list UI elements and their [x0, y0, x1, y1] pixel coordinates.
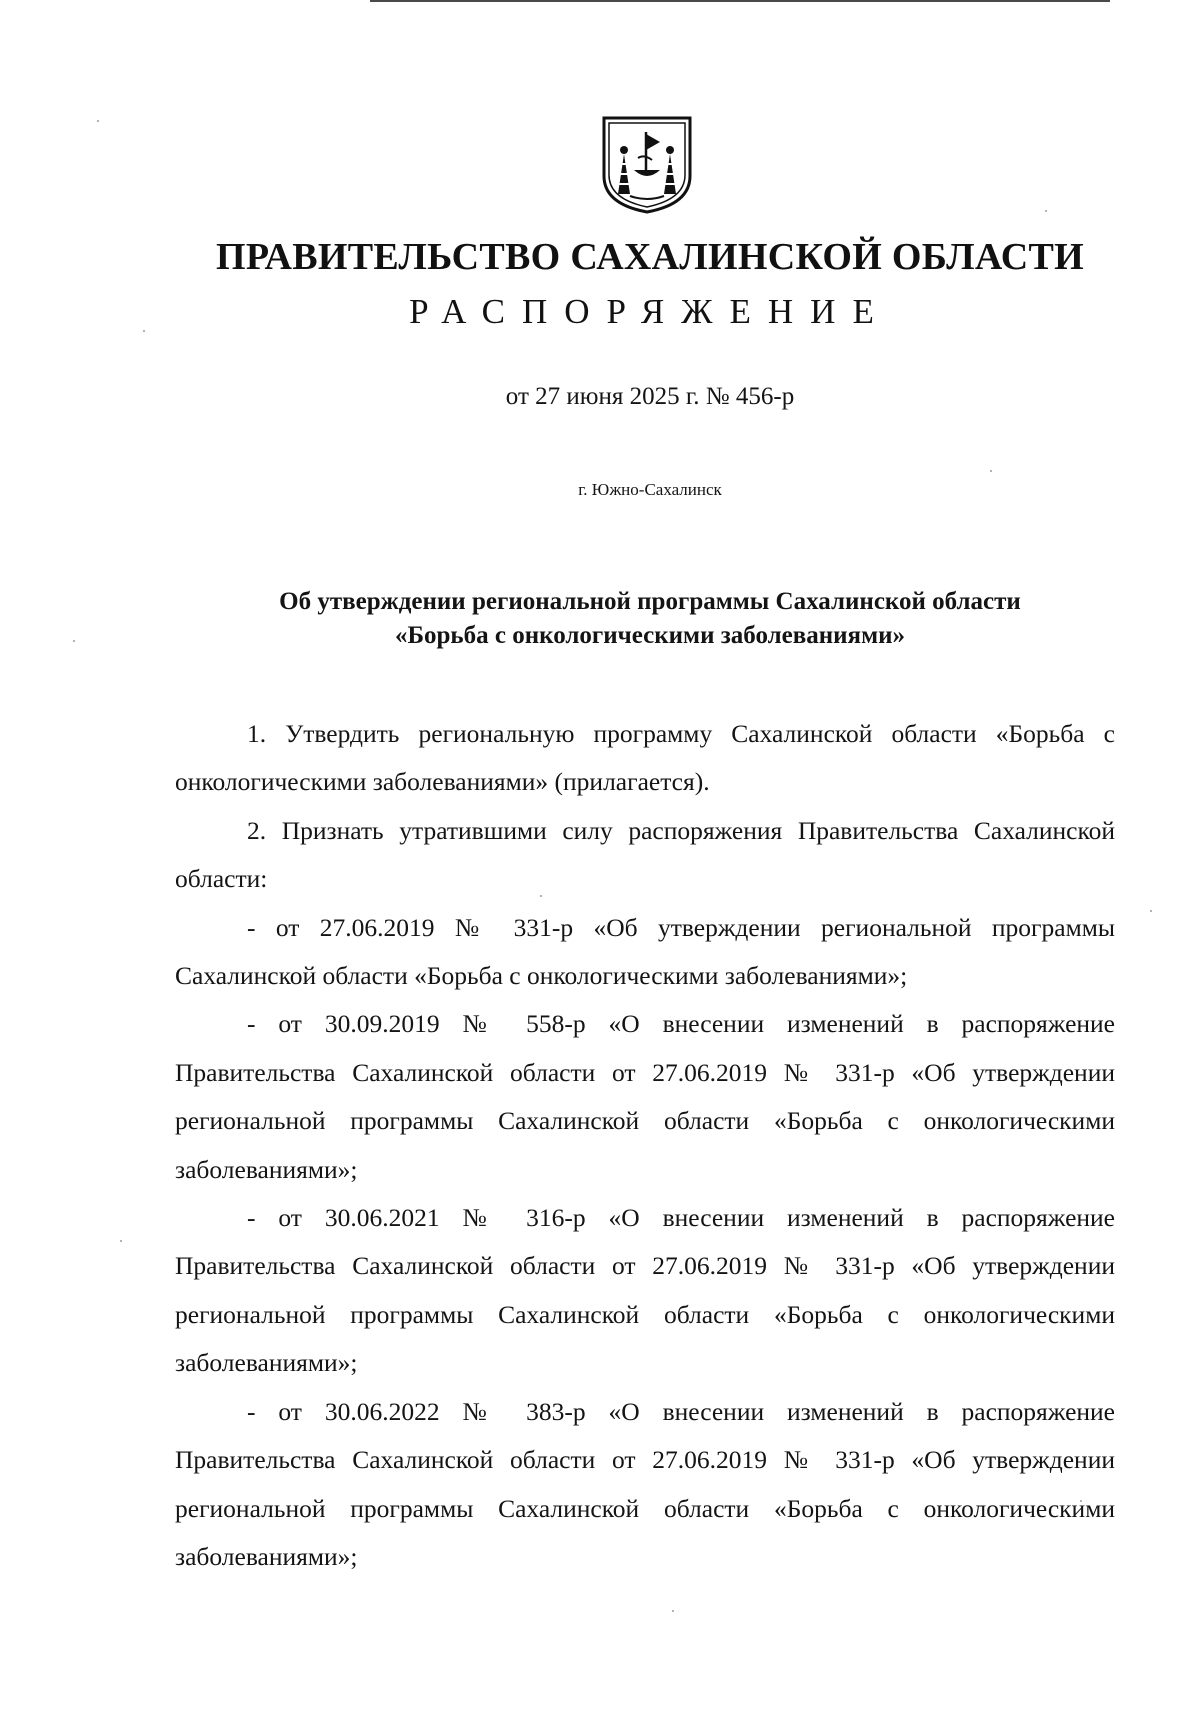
scan-speck: [120, 1240, 122, 1242]
document-date-number: от 27 июня 2025 г. № 456-р: [505, 383, 795, 410]
government-title: ПРАВИТЕЛЬСТВО САХАЛИНСКОЙ ОБЛАСТИ: [216, 236, 1084, 278]
scan-speck: [672, 1610, 674, 1612]
list-item: - от 30.09.2019 № 558-р «О внесении изменений в распоряжение Правительства Сахалинской области от 27.06.2019 № 331-р «Об утверждении региональной программы Сахалинской области «Борьба с онкологическими заболеваниями»;: [175, 1009, 1115, 1184]
list-item: - от 30.06.2021 № 316-р «О внесении изменений в распоряжение Правительства Сахалинской области от 27.06.2019 № 331-р «Об утверждении региональной программы Сахалинской области «Борьба с онкологическими заболеваниями»;: [175, 1203, 1115, 1378]
scan-speck: [1045, 210, 1047, 212]
heading-line: «Борьба с онкологическими заболеваниями»: [394, 622, 906, 649]
document-type: РАСПОРЯЖЕНИЕ: [409, 292, 891, 331]
body-paragraph: 2. Признать утратившими силу распоряжения Правительства Сахалинской области:: [175, 815, 1115, 894]
body-paragraph: 1. Утвердить региональную программу Сахалинской области «Борьба с онкологическими заболеваниями» (прилагается).: [175, 719, 1115, 797]
list-item: - от 30.06.2022 № 383-р «О внесении изменений в распоряжение Правительства Сахалинской области от 27.06.2019 № 331-р «Об утверждении региональной программы Сахалинской области «Борьба с онкологическими заболеваниями»;: [175, 1396, 1115, 1571]
scan-speck: [97, 120, 99, 122]
document-place: г. Южно-Сахалинск: [578, 480, 722, 499]
list-item: - от 27.06.2019 № 331-р «Об утверждении региональной программы Сахалинской области «Борьба с онкологическими заболеваниями»;: [175, 912, 1115, 991]
scan-speck: [1150, 910, 1152, 912]
document-heading: [0, 585, 1200, 653]
document-body: [175, 710, 1115, 1581]
heading-line: Об утверждении региональной программы Сахалинской области: [279, 588, 1021, 615]
sakhalin-coat-of-arms-icon: [600, 114, 694, 214]
scan-speck: [990, 470, 992, 472]
scan-edge-line: [370, 0, 1110, 2]
